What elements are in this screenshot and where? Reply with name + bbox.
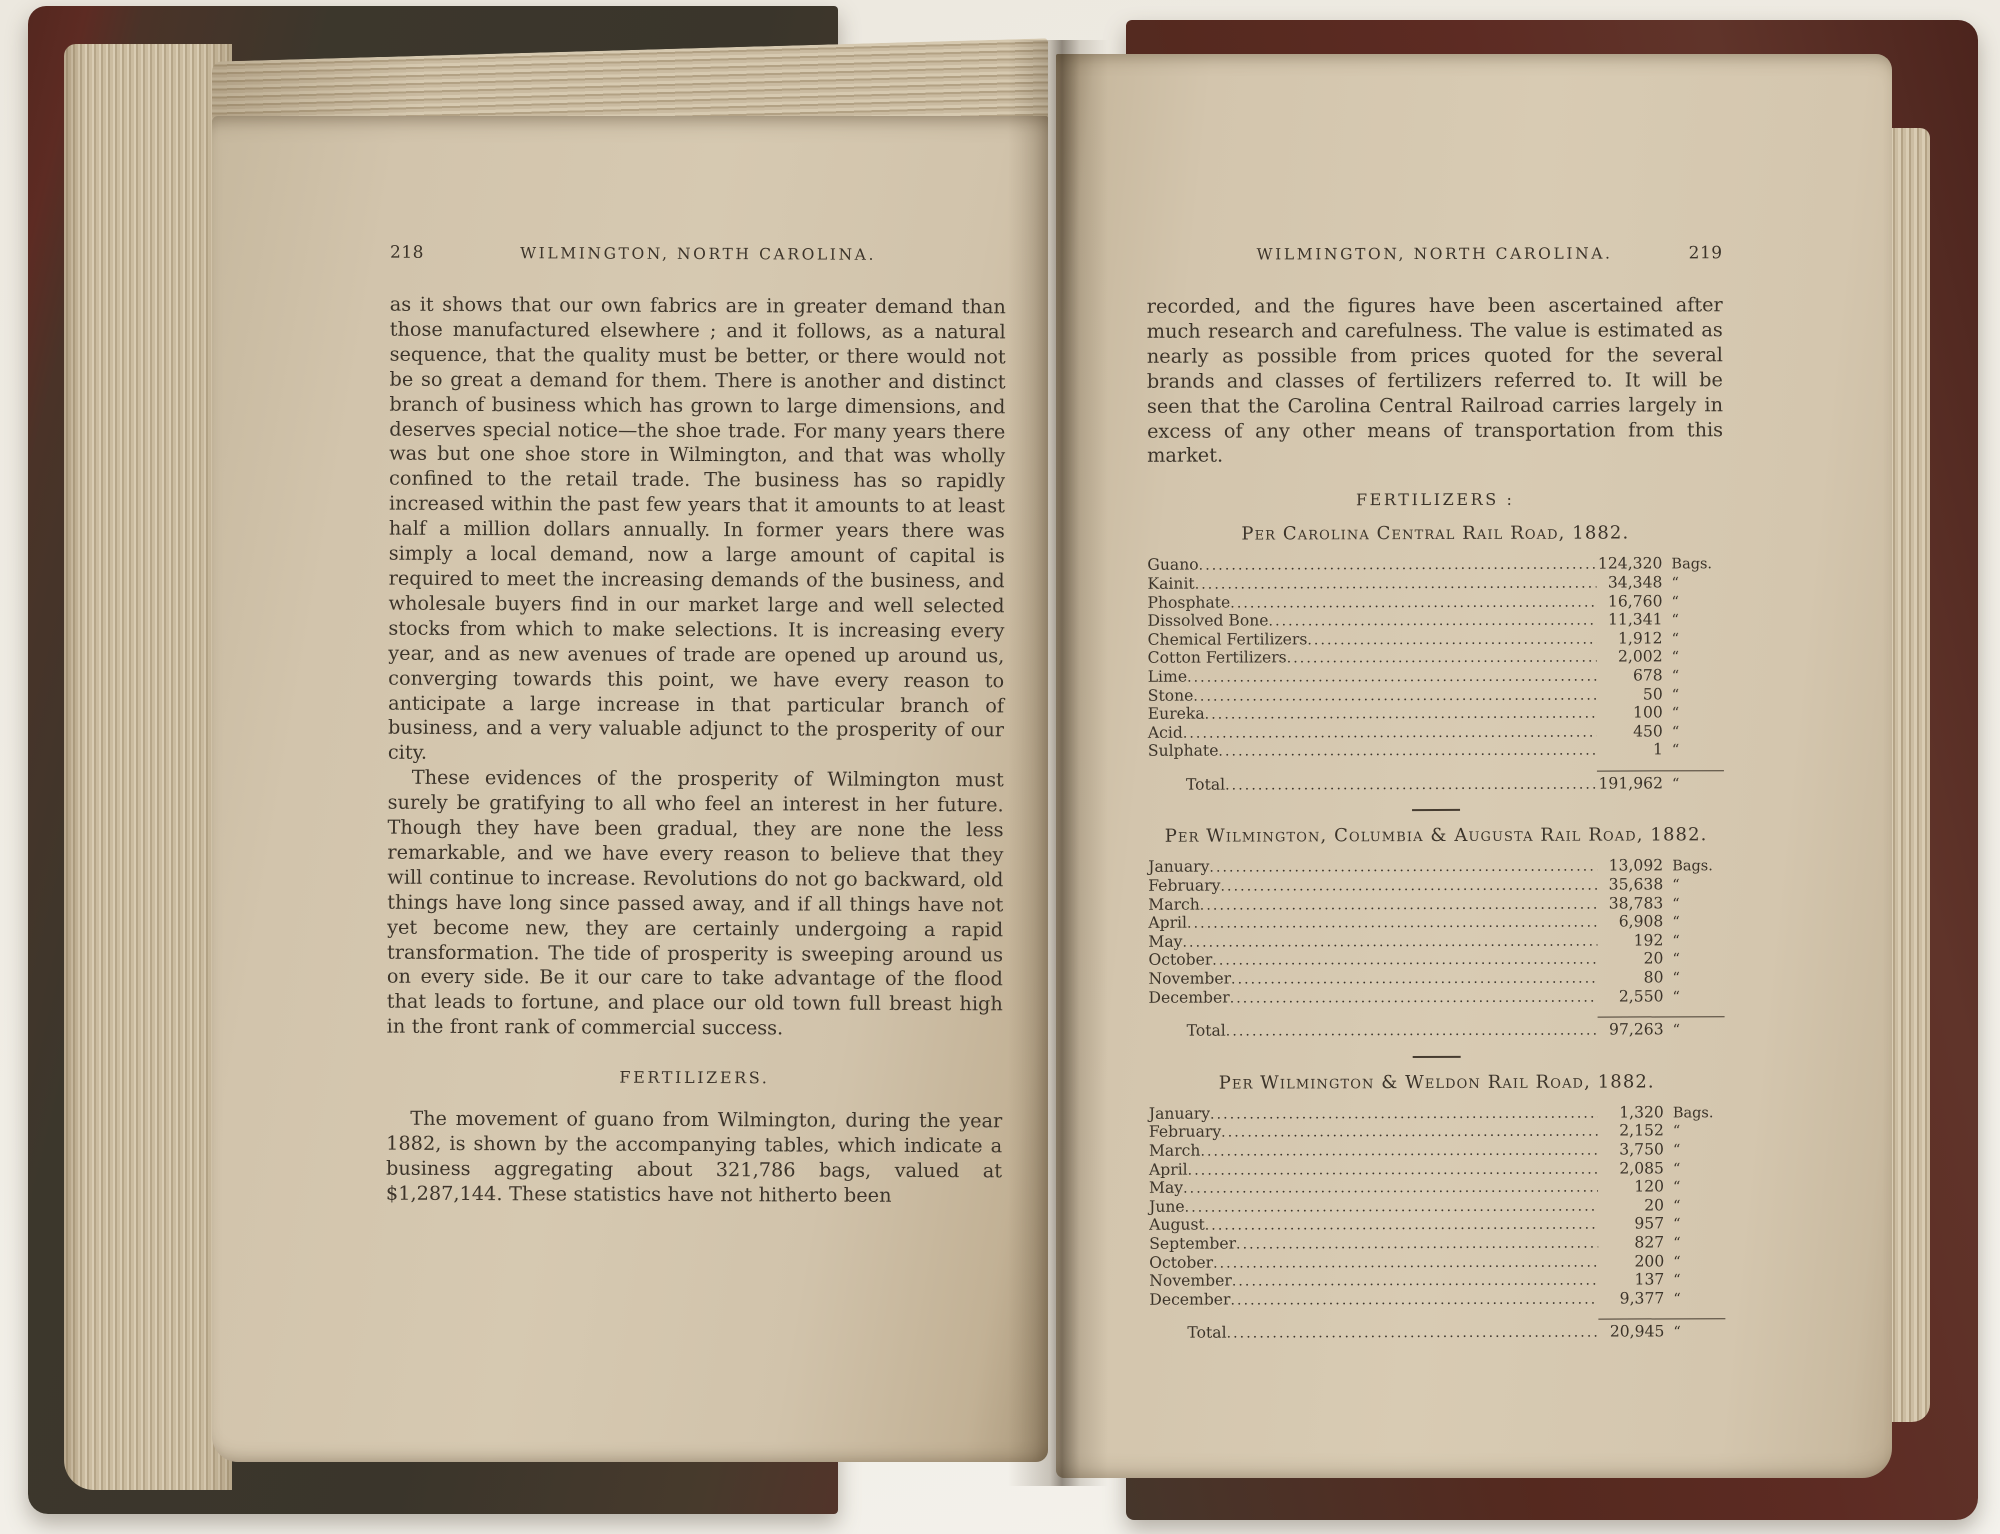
- row-value-group: [1597, 913, 1724, 932]
- row-value: 20: [1644, 1196, 1665, 1215]
- table-total-row: [1149, 1016, 1725, 1041]
- table-row: [1148, 951, 1724, 971]
- page-219-content: [1147, 243, 1726, 1343]
- row-value-group: [1598, 1123, 1725, 1142]
- dot-leader: [1213, 1253, 1598, 1273]
- row-unit: “: [1671, 742, 1680, 759]
- row-label: Lime: [1147, 667, 1188, 686]
- table-title: Per Wilmington & Weldon Rail Road, 1882.: [1218, 1071, 1655, 1094]
- row-value: 678: [1632, 666, 1663, 685]
- row-value: 38,783: [1608, 894, 1664, 913]
- dot-leader: [1188, 1160, 1598, 1180]
- dot-leader: [1193, 686, 1596, 706]
- running-head-left: [390, 243, 1006, 266]
- dot-leader: [1183, 1179, 1598, 1199]
- row-value: 13,092: [1608, 856, 1664, 876]
- table-row: [1149, 1234, 1725, 1254]
- dot-leader: [1200, 1142, 1598, 1162]
- table-row: [1148, 742, 1724, 762]
- row-label: Total: [1185, 775, 1226, 794]
- table-row: [1149, 1178, 1725, 1198]
- row-unit: “: [1671, 724, 1680, 741]
- dot-leader: [1307, 630, 1596, 649]
- row-unit: “: [1673, 1198, 1681, 1215]
- table-row: [1148, 723, 1724, 743]
- row-label: Stone: [1147, 686, 1194, 705]
- row-label: Sulphate: [1147, 741, 1219, 761]
- row-unit: “: [1671, 649, 1680, 666]
- table-title: Per Carolina Central Rail Road, 1882.: [1241, 522, 1630, 545]
- table-row: [1149, 988, 1725, 1008]
- row-value-group: [1597, 704, 1724, 723]
- dot-leader: [1210, 1104, 1598, 1124]
- row-value-group: [1597, 611, 1724, 630]
- row-label: January: [1148, 1104, 1211, 1123]
- row-value: 100: [1632, 703, 1663, 722]
- row-unit: “: [1671, 668, 1680, 685]
- row-label: October: [1149, 1253, 1214, 1272]
- row-label: Dissolved Bone: [1147, 611, 1269, 630]
- row-value: 80: [1643, 968, 1664, 987]
- row-unit: “: [1671, 631, 1680, 648]
- dot-leader: [1187, 914, 1597, 934]
- row-label: Chemical Fertilizers: [1147, 630, 1308, 649]
- running-head-right: [1147, 243, 1723, 265]
- table-separator: [1412, 809, 1460, 811]
- dot-leader: [1218, 742, 1597, 762]
- table-row: [1148, 667, 1724, 687]
- row-value: 11,341: [1607, 610, 1663, 629]
- row-unit: “: [1671, 612, 1679, 629]
- row-value: 2,002: [1617, 647, 1663, 666]
- row-label: February: [1148, 876, 1221, 895]
- row-value-group: [1598, 1216, 1725, 1235]
- row-unit: “: [1672, 1142, 1681, 1159]
- row-value: 124,320: [1597, 554, 1663, 573]
- table-row: [1149, 1141, 1725, 1161]
- row-value: 1,320: [1619, 1103, 1664, 1122]
- row-value-group: [1597, 932, 1724, 951]
- row-value-group: [1597, 723, 1724, 742]
- row-value-group: [1596, 556, 1723, 575]
- dot-leader: [1200, 895, 1598, 915]
- row-value-group: [1597, 649, 1724, 668]
- dot-leader: [1187, 667, 1597, 687]
- table-row: [1148, 969, 1724, 989]
- row-value-group: [1598, 1016, 1725, 1040]
- row-label: Guano: [1147, 555, 1199, 575]
- row-unit: “: [1672, 914, 1680, 931]
- row-value-group: [1597, 667, 1724, 686]
- row-value: 20,945: [1609, 1322, 1665, 1341]
- dot-leader: [1231, 970, 1598, 990]
- section-heading-fertilizers: FERTILIZERS.: [619, 1067, 770, 1088]
- row-label: December: [1149, 1290, 1231, 1309]
- running-head-title: WILMINGTON, NORTH CAROLINA.: [520, 244, 877, 264]
- row-label: April: [1148, 1160, 1188, 1179]
- table-title: Per Wilmington, Columbia & Augusta Rail Road, 1882.: [1164, 824, 1708, 848]
- table-separator: [1413, 1056, 1461, 1058]
- page-number: 218: [390, 242, 425, 263]
- section-heading-fertilizers: FERTILIZERS :: [1355, 490, 1515, 510]
- row-label: October: [1148, 951, 1213, 970]
- row-unit: “: [1671, 776, 1680, 793]
- row-label: March: [1148, 1141, 1201, 1160]
- row-value: 1: [1652, 740, 1663, 759]
- row-unit: “: [1672, 1160, 1681, 1177]
- row-unit: “: [1673, 1179, 1681, 1196]
- dot-leader: [1236, 1235, 1598, 1255]
- page-218-content: [386, 243, 1006, 1209]
- dot-leader: [1287, 649, 1597, 668]
- row-value: 200: [1634, 1251, 1665, 1271]
- row-label: May: [1149, 1178, 1184, 1197]
- row-value: 97,263: [1609, 1020, 1664, 1039]
- row-value-group: [1597, 895, 1724, 914]
- row-value-group: [1598, 1319, 1725, 1343]
- row-value-group: [1598, 1253, 1725, 1272]
- table-row: [1148, 876, 1724, 896]
- row-label: June: [1149, 1197, 1185, 1216]
- row-unit: “: [1673, 1216, 1681, 1233]
- row-label: November: [1149, 1271, 1232, 1290]
- row-value-group: [1598, 1141, 1725, 1160]
- row-label: Total: [1187, 1323, 1227, 1342]
- row-label: November: [1148, 969, 1232, 988]
- dot-leader: [1230, 1290, 1598, 1310]
- row-unit: “: [1672, 988, 1680, 1006]
- row-value-group: [1596, 574, 1723, 593]
- dot-leader: [1226, 1022, 1598, 1042]
- fertilizer-table: [1148, 825, 1725, 1042]
- row-unit: “: [1672, 933, 1680, 950]
- row-value: 50: [1642, 684, 1663, 703]
- dot-leader: [1205, 1216, 1598, 1236]
- row-unit: “: [1672, 970, 1680, 987]
- paragraph: as it shows that our own fabrics are in greater demand than those manufactured elsewhere ; and it follows, as a natural sequence, that the quality must be better, or there would not be so great a demand for them. There is another and distinct branch of business which has grown to large dimensions, and deserves special notice—the shoe trade. For many years there was but one shoe store in Wilmington, and that was wholly confined to the retail trade. The business has so rapidly increased within the past few years that it amounts to at least half a million dollars annually. In former years there was simply a local demand, now a large amount of capital is required to meet the increasing demands of the business, and wholesale buyers find in our market large and well selected stocks from which to make selections. It is increasing every year, and as new avenues of trade are opened up around us, converging towards this point, we have every reason to anticipate a large increase in that particular branch of business, and a very valuable adjunct to the prosperity of our city.: [387, 292, 1006, 765]
- running-head-title: WILMINGTON, NORTH CAROLINA.: [1256, 244, 1613, 264]
- row-value: 2,152: [1619, 1121, 1664, 1140]
- row-label: Phosphate: [1147, 593, 1231, 612]
- fertilizer-tables: [1147, 523, 1725, 1344]
- row-unit: Bags.: [1672, 1105, 1714, 1122]
- row-value: 34,348: [1607, 573, 1663, 592]
- row-value: 120: [1634, 1177, 1665, 1196]
- row-unit: “: [1673, 1324, 1681, 1341]
- row-unit: “: [1671, 575, 1679, 592]
- row-value-group: [1598, 1197, 1725, 1216]
- row-value: 35,638: [1608, 875, 1664, 894]
- row-label: May: [1148, 932, 1183, 951]
- paragraph: recorded, and the figures have been ascertained after much research and carefulness. The value is estimated as nearly as possible from prices quoted for the several brands and classes of fertilizers referred to. It will be seen that the Carolina Central Railroad carries largely in excess of any other means of transportation from this market.: [1146, 293, 1724, 468]
- table-row: [1149, 1290, 1725, 1310]
- dot-leader: [1220, 877, 1597, 897]
- dot-leader: [1230, 988, 1598, 1008]
- row-unit: “: [1671, 686, 1680, 703]
- table-total-row: [1148, 770, 1724, 795]
- row-value: 20: [1643, 949, 1664, 968]
- row-unit: “: [1673, 1253, 1681, 1270]
- row-value-group: [1598, 1271, 1725, 1290]
- row-value: 827: [1634, 1233, 1665, 1252]
- row-label: December: [1148, 988, 1230, 1007]
- row-value: 1,912: [1617, 629, 1663, 648]
- row-unit: “: [1671, 593, 1679, 610]
- row-label: Acid: [1147, 723, 1183, 742]
- row-unit: “: [1672, 877, 1680, 894]
- dot-leader: [1225, 775, 1597, 795]
- table-row: [1147, 574, 1723, 594]
- row-value-group: [1597, 951, 1724, 970]
- row-value-group: [1597, 686, 1724, 705]
- row-unit: “: [1673, 1272, 1681, 1289]
- row-value: 3,750: [1619, 1140, 1664, 1159]
- row-label: April: [1148, 913, 1188, 933]
- dot-leader: [1195, 575, 1597, 595]
- row-value: 192: [1633, 931, 1664, 950]
- row-value: 957: [1634, 1214, 1665, 1233]
- page-stack-fore-edge-left: [64, 44, 232, 1490]
- dot-leader: [1205, 705, 1597, 725]
- row-label: Cotton Fertilizers: [1147, 648, 1287, 668]
- row-value-group: [1598, 1178, 1725, 1197]
- row-unit: “: [1672, 1022, 1681, 1039]
- row-value-group: [1597, 742, 1724, 761]
- dot-leader: [1232, 1272, 1599, 1292]
- dot-leader: [1230, 593, 1596, 613]
- row-value-group: [1597, 630, 1724, 649]
- row-label: March: [1148, 895, 1200, 914]
- row-label: Eureka: [1147, 704, 1205, 723]
- row-value: 6,908: [1618, 912, 1664, 931]
- fertilizer-table: [1147, 523, 1724, 796]
- page-stack-fore-edge-right: [1890, 128, 1930, 1422]
- row-label: January: [1148, 858, 1210, 877]
- row-label: February: [1148, 1122, 1222, 1142]
- row-value-group: [1597, 876, 1724, 895]
- row-value: 9,377: [1619, 1289, 1665, 1308]
- paragraph: The movement of guano from Wilmington, during the year 1882, is shown by the accompanying tables, which indicate a business aggregating about 321,786 bags, valued at $1,287,144. These statistics have not hitherto been: [385, 1106, 1003, 1207]
- table-total-row: [1149, 1319, 1725, 1344]
- dot-leader: [1182, 932, 1597, 952]
- dot-leader: [1268, 612, 1596, 631]
- row-value-group: [1597, 770, 1724, 794]
- row-label: Kainit: [1147, 574, 1195, 593]
- dot-leader: [1199, 556, 1597, 576]
- row-value: 137: [1634, 1270, 1665, 1289]
- table-row: [1148, 611, 1724, 631]
- row-value-group: [1598, 1160, 1725, 1179]
- row-unit: “: [1673, 1291, 1681, 1308]
- row-unit: “: [1673, 1235, 1681, 1252]
- row-unit: “: [1671, 705, 1680, 722]
- row-value: 16,760: [1607, 591, 1663, 611]
- row-value-group: [1598, 1290, 1725, 1309]
- row-value-group: [1598, 1234, 1725, 1253]
- row-value: 2,550: [1618, 987, 1664, 1006]
- row-value: 450: [1633, 722, 1663, 741]
- row-unit: “: [1672, 951, 1680, 968]
- row-label: Total: [1186, 1021, 1226, 1040]
- row-value-group: [1596, 593, 1723, 612]
- page-number: 219: [1688, 243, 1723, 264]
- row-value-group: [1597, 969, 1724, 988]
- dot-leader: [1185, 1197, 1598, 1217]
- fertilizer-table: [1149, 1071, 1726, 1344]
- dot-leader: [1183, 723, 1597, 743]
- row-label: August: [1149, 1215, 1205, 1235]
- row-value-group: [1597, 858, 1724, 877]
- dot-leader: [1227, 1324, 1599, 1344]
- row-unit: Bags.: [1672, 858, 1713, 875]
- row-label: September: [1149, 1234, 1237, 1253]
- row-value-group: [1598, 988, 1725, 1007]
- row-unit: Bags.: [1671, 556, 1713, 573]
- table-row: [1148, 932, 1724, 952]
- dot-leader: [1209, 858, 1597, 878]
- row-value-group: [1598, 1104, 1725, 1123]
- row-unit: “: [1672, 1123, 1681, 1140]
- dot-leader: [1212, 951, 1597, 971]
- row-unit: “: [1672, 896, 1680, 913]
- row-value: 2,085: [1619, 1158, 1665, 1178]
- dot-leader: [1221, 1123, 1598, 1143]
- row-value: 191,962: [1598, 774, 1663, 793]
- table-row: [1148, 704, 1724, 724]
- paragraph: These evidences of the prosperity of Wilmington must surely be gratifying to all who feel an interest in her future. Though they have been gradual, they are none the less remarkable, and we have every reason to believe that they will continue to increase. Revolutions do not go backward, old things have long since passed away, and if all things have not yet become new, they are certainly undergoing a rapid transformation. The tide of prosperity is sweeping around us on every side. Be it our care to take advantage of the flood that leads to fortune, and place our old town full breast high in the front rank of commercial success.: [386, 765, 1004, 1040]
